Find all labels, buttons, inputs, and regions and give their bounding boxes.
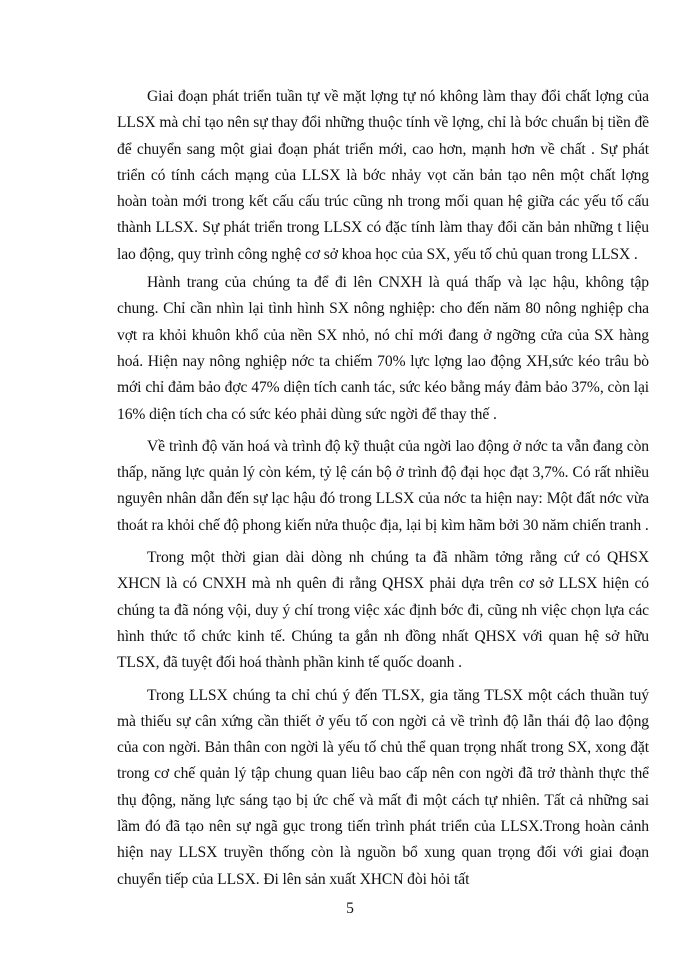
paragraph-1: Giai đoạn phát triển tuần tự về mặt lợng tự nó không làm thay đổi chất lợng của LLSX mà chỉ tạo nên sự thay đổi những thuộc tính về lợng, chỉ là bớc chuẩn bị tiền đề để chuyển sang một giai đoạn phát triển mới, cao hơn, mạnh hơn về chất . Sự phát triển có tính cách mạng của LLSX là bớc nhảy vọt căn bản tạo nên một chất lợng hoàn toàn mới trong kết cấu cấu trúc cũng nh trong mối quan hệ giữa các yếu tố cấu thành LLSX. Sự phát triển trong LLSX có đặc tính làm thay đổi căn bản những t liệu lao động, quy trình công nghệ cơ sở khoa học của SX, yếu tố chủ quan trong LLSX . xyxy=(117,88,649,263)
paragraph-3: Về trình độ văn hoá và trình độ kỹ thuật của ngời lao động ở nớc ta vẫn đang còn thấp, năng lực quản lý còn kém, tỷ lệ cán bộ ở trình độ đại học đạt 3,7%. Có rất nhiều nguyên nhân dẫn đến sự lạc hậu đó trong LLSX của nớc ta hiện nay: Một đất nớc vừa thoát ra khỏi chế độ phong kiến nửa thuộc địa, lại bị kìm hãm bởi 30 năm chiến tranh . xyxy=(117,437,649,534)
paragraph-4: Trong một thời gian dài dòng nh chúng ta đã nhầm tởng rằng cứ có QHSX XHCN là có CNXH mà nh quên đi rằng QHSX phải dựa trên cơ sở LLSX hiện có chúng ta đã nóng vội, duy ý chí trong việc xác định bớc đi, cũng nh việc chọn lựa các hình thức tổ chức kinh tế. Chúng ta gắn nh đồng nhất QHSX với quan hệ sở hữu TLSX, đã tuyệt đối hoá thành phần kinh tế quốc doanh . xyxy=(117,549,649,672)
body-text xyxy=(117,84,649,899)
paragraph-2: Hành trang của chúng ta để đi lên CNXH là quá thấp và lạc hậu, không tập chung. Chỉ cần nhìn lại tình hình SX nông nghiệp: cho đến năm 80 nông nghiệp cha vợt ra khỏi khuôn khổ của nền SX nhỏ, nó chỉ mới đang ở ngỡng cửa của SX hàng hoá. Hiện nay nông nghiệp nớc ta chiếm 70% lực lợng lao động XH,sức kéo trâu bò mới chỉ đảm bảo đợc 47% diện tích canh tác, sức kéo bằng máy đảm bảo 37%, còn lại 16% diện tích cha có sức kéo phải dùng sức ngời để thay thế . xyxy=(117,274,649,423)
page-number: 5 xyxy=(346,900,354,917)
paragraph-5: Trong LLSX chúng ta chỉ chú ý đến TLSX, gia tăng TLSX một cách thuần tuý mà thiếu sự cân xứng cần thiết ở yếu tố con ngời cả về trình độ lẫn thái độ lao động của con ngời. Bản thân con ngời là yếu tố chủ thể quan trọng nhất trong SX, xong đặt trong cơ chế quản lý tập chung quan liêu bao cấp nên con ngời đã trở thành thực thể thụ động, năng lực sáng tạo bị ức chế và mất đi một cách tự nhiên. Tất cả những sai lầm đó đã tạo nên sự ngã gục trong tiến trình phát triển của LLSX.Trong hoàn cảnh hiện nay LLSX truyền thống còn là nguồn bổ xung quan trọng đối với giai đoạn chuyển tiếp của LLSX. Đi lên sản xuất XHCN đòi hỏi tất xyxy=(117,686,649,888)
